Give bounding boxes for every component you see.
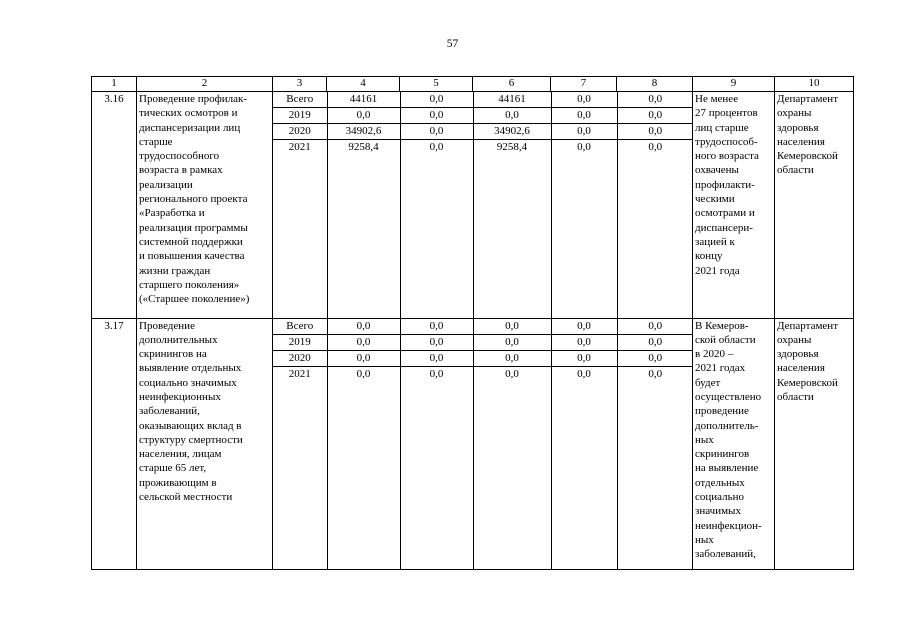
funding-cell: 0,0 <box>551 92 617 108</box>
column-number: 6 <box>473 77 551 92</box>
funding-cell: 34902,6 <box>473 124 551 140</box>
funding-row <box>273 366 693 569</box>
column-number: 5 <box>400 77 473 92</box>
funding-cell: 0,0 <box>327 350 400 366</box>
funding-cell: 0,0 <box>400 108 473 124</box>
expected-result: В Кемеров- ской области в 2020 – 2021 годах будет осуществлено проведение дополнитель- ных скринингов на выявление отдельных социально значимых неинфекцион- ных заболеваний, <box>693 318 775 570</box>
year-cell: Всего <box>273 92 327 108</box>
funding-cell: 0,0 <box>327 366 400 569</box>
funding-row <box>273 92 693 108</box>
funding-cell: 0,0 <box>617 140 693 318</box>
funding-cell: 0,0 <box>473 319 551 335</box>
funding-cell: 0,0 <box>551 350 617 366</box>
column-number: 4 <box>327 77 400 92</box>
funding-cell: 0,0 <box>400 140 473 318</box>
funding-table <box>273 319 693 570</box>
item-number: 3.17 <box>92 318 137 570</box>
column-number: 10 <box>775 77 854 92</box>
funding-row <box>273 140 693 318</box>
funding-row <box>273 350 693 366</box>
funding-cell: 0,0 <box>617 334 693 350</box>
funding-cell: 0,0 <box>400 319 473 335</box>
table-row <box>92 318 854 570</box>
funding-cell: 44161 <box>327 92 400 108</box>
year-cell: Всего <box>273 319 327 335</box>
funding-cell: 0,0 <box>400 92 473 108</box>
funding-cell: 0,0 <box>327 108 400 124</box>
funding-cell: 0,0 <box>473 366 551 569</box>
funding-cell: 34902,6 <box>327 124 400 140</box>
column-number: 8 <box>617 77 693 92</box>
funding-cell: 0,0 <box>617 124 693 140</box>
funding-cell: 0,0 <box>617 92 693 108</box>
funding-cell: 0,0 <box>617 350 693 366</box>
funding-cell: 44161 <box>473 92 551 108</box>
column-number-row <box>92 77 854 92</box>
program-table <box>91 76 854 570</box>
executor: Департамент охраны здоровья населения Кемеровской области <box>775 92 854 319</box>
funding-cell: 0,0 <box>617 319 693 335</box>
funding-cell: 0,0 <box>473 350 551 366</box>
funding-cell: 9258,4 <box>327 140 400 318</box>
year-cell: 2019 <box>273 108 327 124</box>
funding-block <box>273 318 693 570</box>
activity-name: Проведение дополнительных скринингов на выявление отдельных социально значимых неинфекционных заболеваний, оказывающих вклад в структуру смертности населения, лицам старше 65 лет, проживающим в сельской местности <box>137 318 273 570</box>
page-number: 57 <box>446 38 459 50</box>
year-cell: 2020 <box>273 124 327 140</box>
column-number: 1 <box>92 77 137 92</box>
funding-row <box>273 124 693 140</box>
funding-cell: 0,0 <box>551 366 617 569</box>
funding-cell: 0,0 <box>551 124 617 140</box>
funding-cell: 0,0 <box>327 334 400 350</box>
year-cell: 2019 <box>273 334 327 350</box>
funding-cell: 0,0 <box>400 366 473 569</box>
funding-table <box>273 92 693 318</box>
funding-cell: 0,0 <box>617 108 693 124</box>
activity-name: Проведение профилак- тических осмотров и диспансеризации лиц старше трудоспособного возраста в рамках реализации регионального проекта «Разработка и реализация программы системной поддержки и повышения качества жизни граждан старшего поколения» («Старшее поколение») <box>137 92 273 319</box>
funding-cell: 0,0 <box>327 319 400 335</box>
table-row <box>92 92 854 319</box>
executor: Департамент охраны здоровья населения Кемеровской области <box>775 318 854 570</box>
funding-cell: 0,0 <box>400 124 473 140</box>
funding-cell: 0,0 <box>551 108 617 124</box>
year-cell: 2021 <box>273 366 327 569</box>
funding-cell: 0,0 <box>473 334 551 350</box>
funding-cell: 0,0 <box>617 366 693 569</box>
funding-row <box>273 334 693 350</box>
funding-cell: 0,0 <box>551 140 617 318</box>
funding-cell: 0,0 <box>551 319 617 335</box>
column-number: 7 <box>551 77 617 92</box>
funding-cell: 0,0 <box>551 334 617 350</box>
funding-cell: 9258,4 <box>473 140 551 318</box>
column-number: 9 <box>693 77 775 92</box>
column-number: 2 <box>137 77 273 92</box>
year-cell: 2021 <box>273 140 327 318</box>
funding-cell: 0,0 <box>473 108 551 124</box>
funding-cell: 0,0 <box>400 350 473 366</box>
funding-cell: 0,0 <box>400 334 473 350</box>
item-number: 3.16 <box>92 92 137 319</box>
expected-result: Не менее 27 процентов лиц старше трудоспособ- ного возраста охвачены профилакти- ческими осмотрами и диспансери- зацией к концу 2021 года <box>693 92 775 319</box>
year-cell: 2020 <box>273 350 327 366</box>
funding-row <box>273 319 693 335</box>
column-number: 3 <box>273 77 327 92</box>
funding-block <box>273 92 693 319</box>
funding-row <box>273 108 693 124</box>
